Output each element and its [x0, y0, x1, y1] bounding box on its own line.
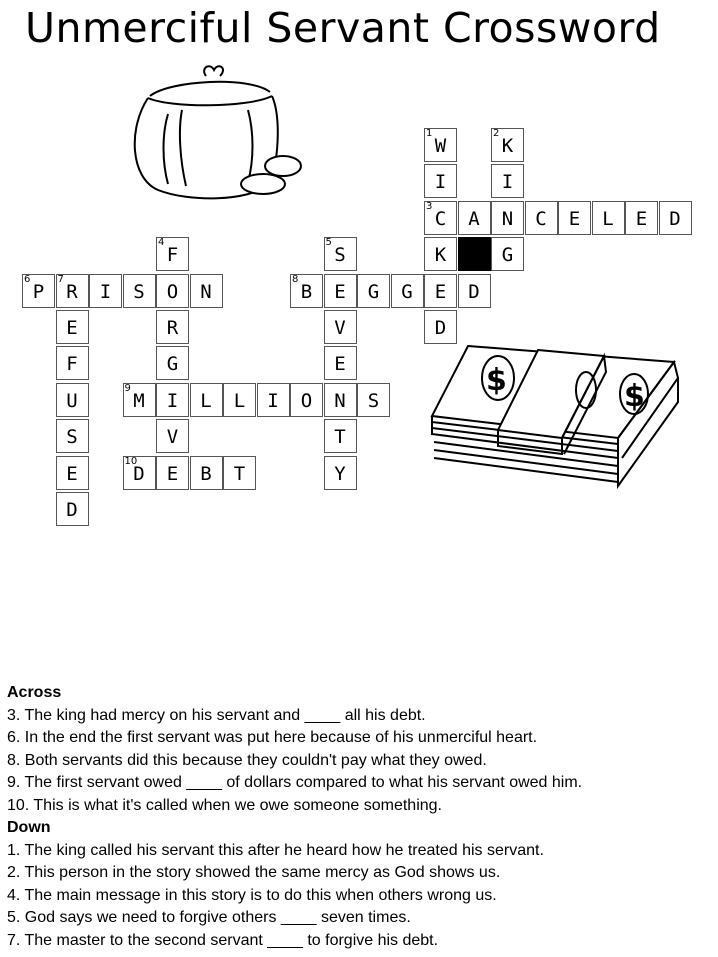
cell-letter: D — [66, 499, 78, 521]
crossword-cell[interactable] — [491, 237, 524, 271]
down-clue-4: 4. The main message in this story is to do this when others wrong us. — [7, 886, 497, 904]
cell-letter: E — [66, 462, 78, 485]
black-square — [458, 237, 491, 271]
cell-letter: F — [66, 353, 78, 376]
clue-number: 10 — [124, 455, 138, 467]
cell-letter: G — [367, 280, 380, 303]
crossword-cell[interactable] — [525, 201, 558, 235]
crossword-cell[interactable] — [324, 237, 357, 271]
crossword-cell[interactable] — [324, 419, 357, 453]
crossword-cell[interactable] — [592, 201, 625, 235]
cell-letter: U — [66, 389, 78, 412]
across-clue-9: 9. The first servant owed ____ of dollars compared to what his servant owed him. — [7, 774, 583, 791]
cell-letter: L — [200, 389, 212, 412]
clue-number: 3 — [426, 200, 433, 212]
across-clue-3: 3. The king had mercy on his servant and ____ all his debt. — [7, 706, 426, 724]
crossword-cell[interactable] — [290, 383, 323, 417]
crossword-cell[interactable] — [324, 383, 357, 417]
crossword-cell[interactable] — [424, 164, 457, 198]
crossword-cell[interactable] — [424, 310, 457, 344]
cell-letter: N — [334, 389, 346, 412]
down-clue-7: 7. The master to the second servant ____ to forgive his debt. — [7, 931, 439, 949]
cell-letter: F — [166, 244, 179, 267]
crossword-cell[interactable] — [156, 310, 189, 344]
crossword-cell[interactable] — [156, 237, 189, 271]
crossword-cell[interactable] — [123, 383, 156, 417]
cell-letter: G — [501, 244, 514, 267]
crossword-cell[interactable] — [56, 346, 89, 380]
crossword-cell[interactable] — [424, 237, 457, 271]
clue-number: 4 — [158, 237, 165, 249]
crossword-cell[interactable] — [257, 383, 290, 417]
down-heading: Down — [7, 819, 51, 836]
cell-letter: I — [434, 171, 447, 194]
cell-letter: L — [602, 207, 614, 230]
crossword-cell[interactable] — [156, 456, 189, 490]
cell-letter: R — [166, 317, 179, 339]
crossword-cell[interactable] — [659, 201, 692, 235]
crossword-cell[interactable] — [56, 383, 89, 417]
crossword-cell[interactable] — [424, 274, 457, 308]
crossword-cell[interactable] — [458, 274, 491, 308]
across-clue-6: 6. In the end the first servant was put here because of his unmerciful heart. — [7, 729, 538, 746]
cell-letter: T — [233, 462, 246, 485]
crossword-cell[interactable] — [290, 274, 323, 308]
cell-letter: B — [300, 280, 313, 303]
cell-letter: A — [468, 207, 480, 230]
cell-letter: S — [367, 389, 380, 412]
crossword-cell[interactable] — [56, 456, 89, 490]
cell-letter: B — [200, 462, 212, 485]
cell-letter: E — [334, 353, 346, 376]
crossword-cell[interactable] — [156, 346, 189, 380]
cell-letter: C — [535, 207, 547, 230]
cell-letter: C — [434, 207, 447, 230]
dollar-sign-icon: $ — [486, 363, 507, 398]
crossword-cell[interactable] — [190, 456, 223, 490]
crossword-cell[interactable] — [56, 492, 89, 526]
crossword-cell[interactable] — [625, 201, 658, 235]
cell-letter: O — [166, 280, 179, 303]
cell-letter: G — [401, 280, 413, 303]
cell-letter: V — [334, 317, 346, 339]
crossword-cell[interactable] — [491, 164, 524, 198]
dollar-sign-icon: $ — [624, 379, 645, 414]
cell-letter: L — [233, 389, 246, 412]
crossword-cell[interactable] — [491, 128, 524, 162]
crossword-cell[interactable] — [558, 201, 591, 235]
down-clue-2: 2. This person in the story showed the same mercy as God shows us. — [7, 864, 501, 881]
crossword-cell[interactable] — [391, 274, 424, 308]
clue-number: 5 — [325, 237, 332, 249]
cell-letter: T — [334, 426, 346, 449]
cell-letter: D — [434, 317, 447, 339]
cell-letter: E — [568, 207, 581, 230]
cell-letter: K — [501, 135, 514, 157]
crossword-cell[interactable] — [56, 310, 89, 344]
cell-letter: R — [66, 280, 78, 303]
cell-letter: E — [334, 280, 346, 303]
crossword-cell[interactable] — [22, 274, 55, 308]
crossword-cell[interactable] — [190, 383, 223, 417]
across-heading: Across — [7, 684, 62, 701]
crossword-cell[interactable] — [123, 456, 156, 490]
across-clue-8: 8. Both servants did this because they couldn't pay what they owed. — [7, 751, 487, 769]
crossword-cell[interactable] — [223, 456, 256, 490]
clue-number: 2 — [493, 128, 500, 139]
cell-letter: P — [32, 280, 45, 303]
cell-letter: I — [166, 389, 179, 412]
coin-purse-illustration — [128, 58, 308, 208]
crossword-cell[interactable] — [324, 456, 357, 490]
cell-letter: E — [635, 207, 648, 230]
clue-number: 6 — [24, 273, 31, 285]
crossword-cell[interactable] — [223, 383, 256, 417]
cell-letter: I — [99, 280, 112, 303]
cell-letter: S — [334, 244, 346, 267]
down-clue-5: 5. God says we need to forgive others ____ seven times. — [7, 909, 411, 926]
cell-letter: N — [200, 280, 212, 303]
crossword-cell[interactable] — [424, 128, 457, 162]
crossword-cell[interactable] — [190, 274, 223, 308]
clue-number: 1 — [426, 128, 433, 139]
cell-letter: O — [300, 389, 313, 412]
crossword-cell[interactable] — [357, 274, 390, 308]
cell-letter: G — [166, 353, 179, 376]
cell-letter: I — [267, 389, 279, 412]
clue-number: 7 — [57, 273, 64, 285]
cell-letter: D — [133, 462, 145, 485]
crossword-cell[interactable] — [491, 201, 524, 235]
crossword-cell[interactable] — [156, 419, 189, 453]
across-clue-10: 10. This is what it's called when we owe someone something. — [7, 796, 442, 814]
cell-letter: E — [66, 317, 78, 339]
cell-letter: S — [66, 426, 78, 449]
cell-letter: N — [501, 207, 514, 230]
crossword-cell[interactable] — [56, 274, 89, 308]
money-stack-illustration — [428, 338, 694, 498]
cell-letter: S — [133, 280, 145, 303]
crossword-cell[interactable] — [89, 274, 122, 308]
cell-letter: I — [501, 171, 514, 194]
cell-letter: M — [133, 389, 145, 412]
crossword-cell[interactable] — [324, 274, 357, 308]
cell-letter: D — [468, 280, 480, 303]
cell-letter: V — [166, 426, 179, 449]
cell-letter: D — [669, 207, 681, 230]
clue-number: 9 — [124, 382, 131, 394]
crossword-cell[interactable] — [424, 201, 457, 235]
cell-letter: K — [434, 244, 447, 267]
crossword-cell[interactable] — [458, 201, 491, 235]
crossword-cell[interactable] — [156, 274, 189, 308]
crossword-cell[interactable] — [156, 383, 189, 417]
crossword-cell[interactable] — [56, 419, 89, 453]
crossword-cell[interactable] — [357, 383, 390, 417]
cell-letter: Y — [334, 462, 346, 485]
crossword-cell[interactable] — [324, 310, 357, 344]
clue-number: 8 — [292, 273, 299, 285]
crossword-cell[interactable] — [324, 346, 357, 380]
cell-letter: W — [434, 135, 447, 157]
clues-section — [7, 682, 712, 952]
cell-letter: E — [166, 462, 179, 485]
down-clue-1: 1. The king called his servant this after he heard how he treated his servant. — [7, 841, 544, 859]
cell-letter: E — [434, 280, 447, 303]
page-title: Unmerciful Servant Crossword — [25, 4, 661, 52]
crossword-cell[interactable] — [123, 274, 156, 308]
